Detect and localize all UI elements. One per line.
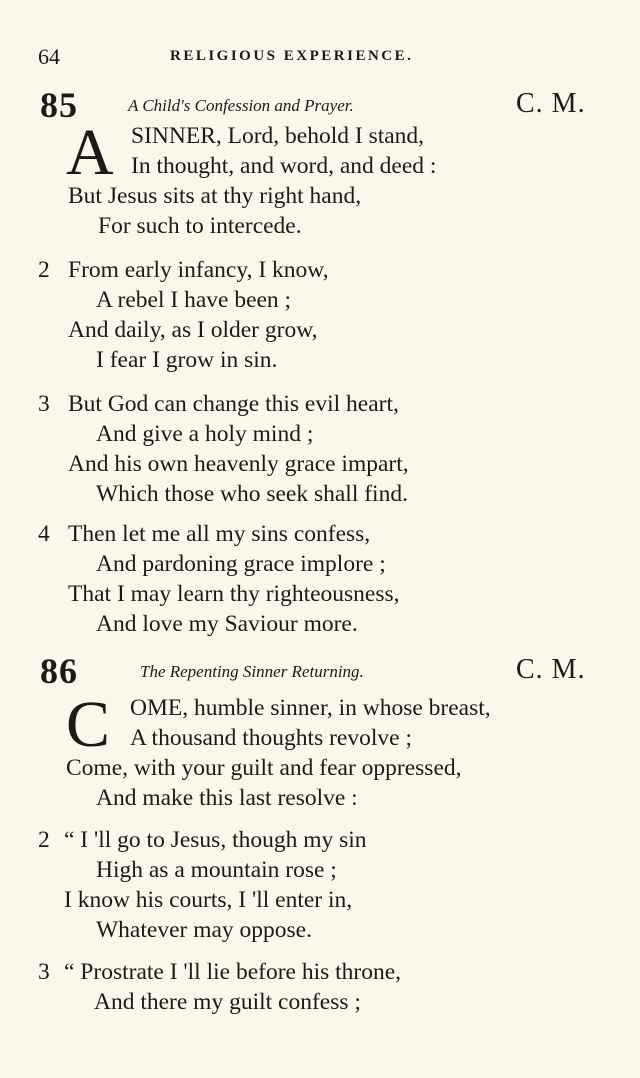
verse-line: And make this last resolve : [96,785,358,811]
verse-line: And pardoning grace implore ; [96,551,386,577]
verse-line: Which those who seek shall find. [96,481,408,507]
hymn-meter: C. M. [516,654,586,685]
drop-cap: A [66,116,114,189]
verse-line: And his own heavenly grace impart, [68,451,409,477]
verse-line: That I may learn thy righteousness, [68,581,400,607]
verse-line: From early infancy, I know, [68,257,329,283]
verse-line: And daily, as I older grow, [68,317,318,343]
verse-line: And love my Saviour more. [96,611,358,637]
verse-line: “ I 'll go to Jesus, though my sin [64,827,367,853]
running-head: RELIGIOUS EXPERIENCE. [170,48,414,64]
verse-line: Whatever may oppose. [96,917,312,943]
verse-line: SINNER, Lord, behold I stand, [131,123,425,149]
verse-line: I fear I grow in sin. [96,347,278,373]
page-number: 64 [38,44,60,69]
verse-line: Come, with your guilt and fear oppressed, [66,755,462,781]
verse-line: “ Prostrate I 'll lie before his throne, [64,959,402,985]
verse-line: For such to intercede. [98,213,302,239]
verse-line: In thought, and word, and deed : [131,153,437,179]
hymn-number: 86 [40,651,78,691]
verse-line: OME, humble sinner, in whose breast, [130,695,491,721]
verse-line: I know his courts, I 'll enter in, [64,887,353,913]
verse-line: And there my guilt confess ; [94,989,361,1015]
stanza-number: 3 [38,959,50,985]
drop-cap: C [66,688,111,761]
verse-line: Then let me all my sins confess, [68,521,371,547]
verse-line: But Jesus sits at thy right hand, [68,183,362,209]
verse-line: High as a mountain rose ; [96,857,337,883]
stanza-number: 3 [38,391,50,417]
hymn-meter: C. M. [516,88,586,119]
stanza-number: 2 [38,827,50,853]
hymn-number: 85 [40,85,78,125]
hymn-title: The Repenting Sinner Returning. [140,662,364,681]
stanza-number: 2 [38,257,50,283]
verse-line: And give a holy mind ; [96,421,314,447]
verse-line: A rebel I have been ; [96,287,292,313]
stanza-number: 4 [38,521,50,547]
hymn-title: A Child's Confession and Prayer. [128,96,354,115]
verse-line: A thousand thoughts revolve ; [130,725,412,751]
verse-line: But God can change this evil heart, [68,391,399,417]
